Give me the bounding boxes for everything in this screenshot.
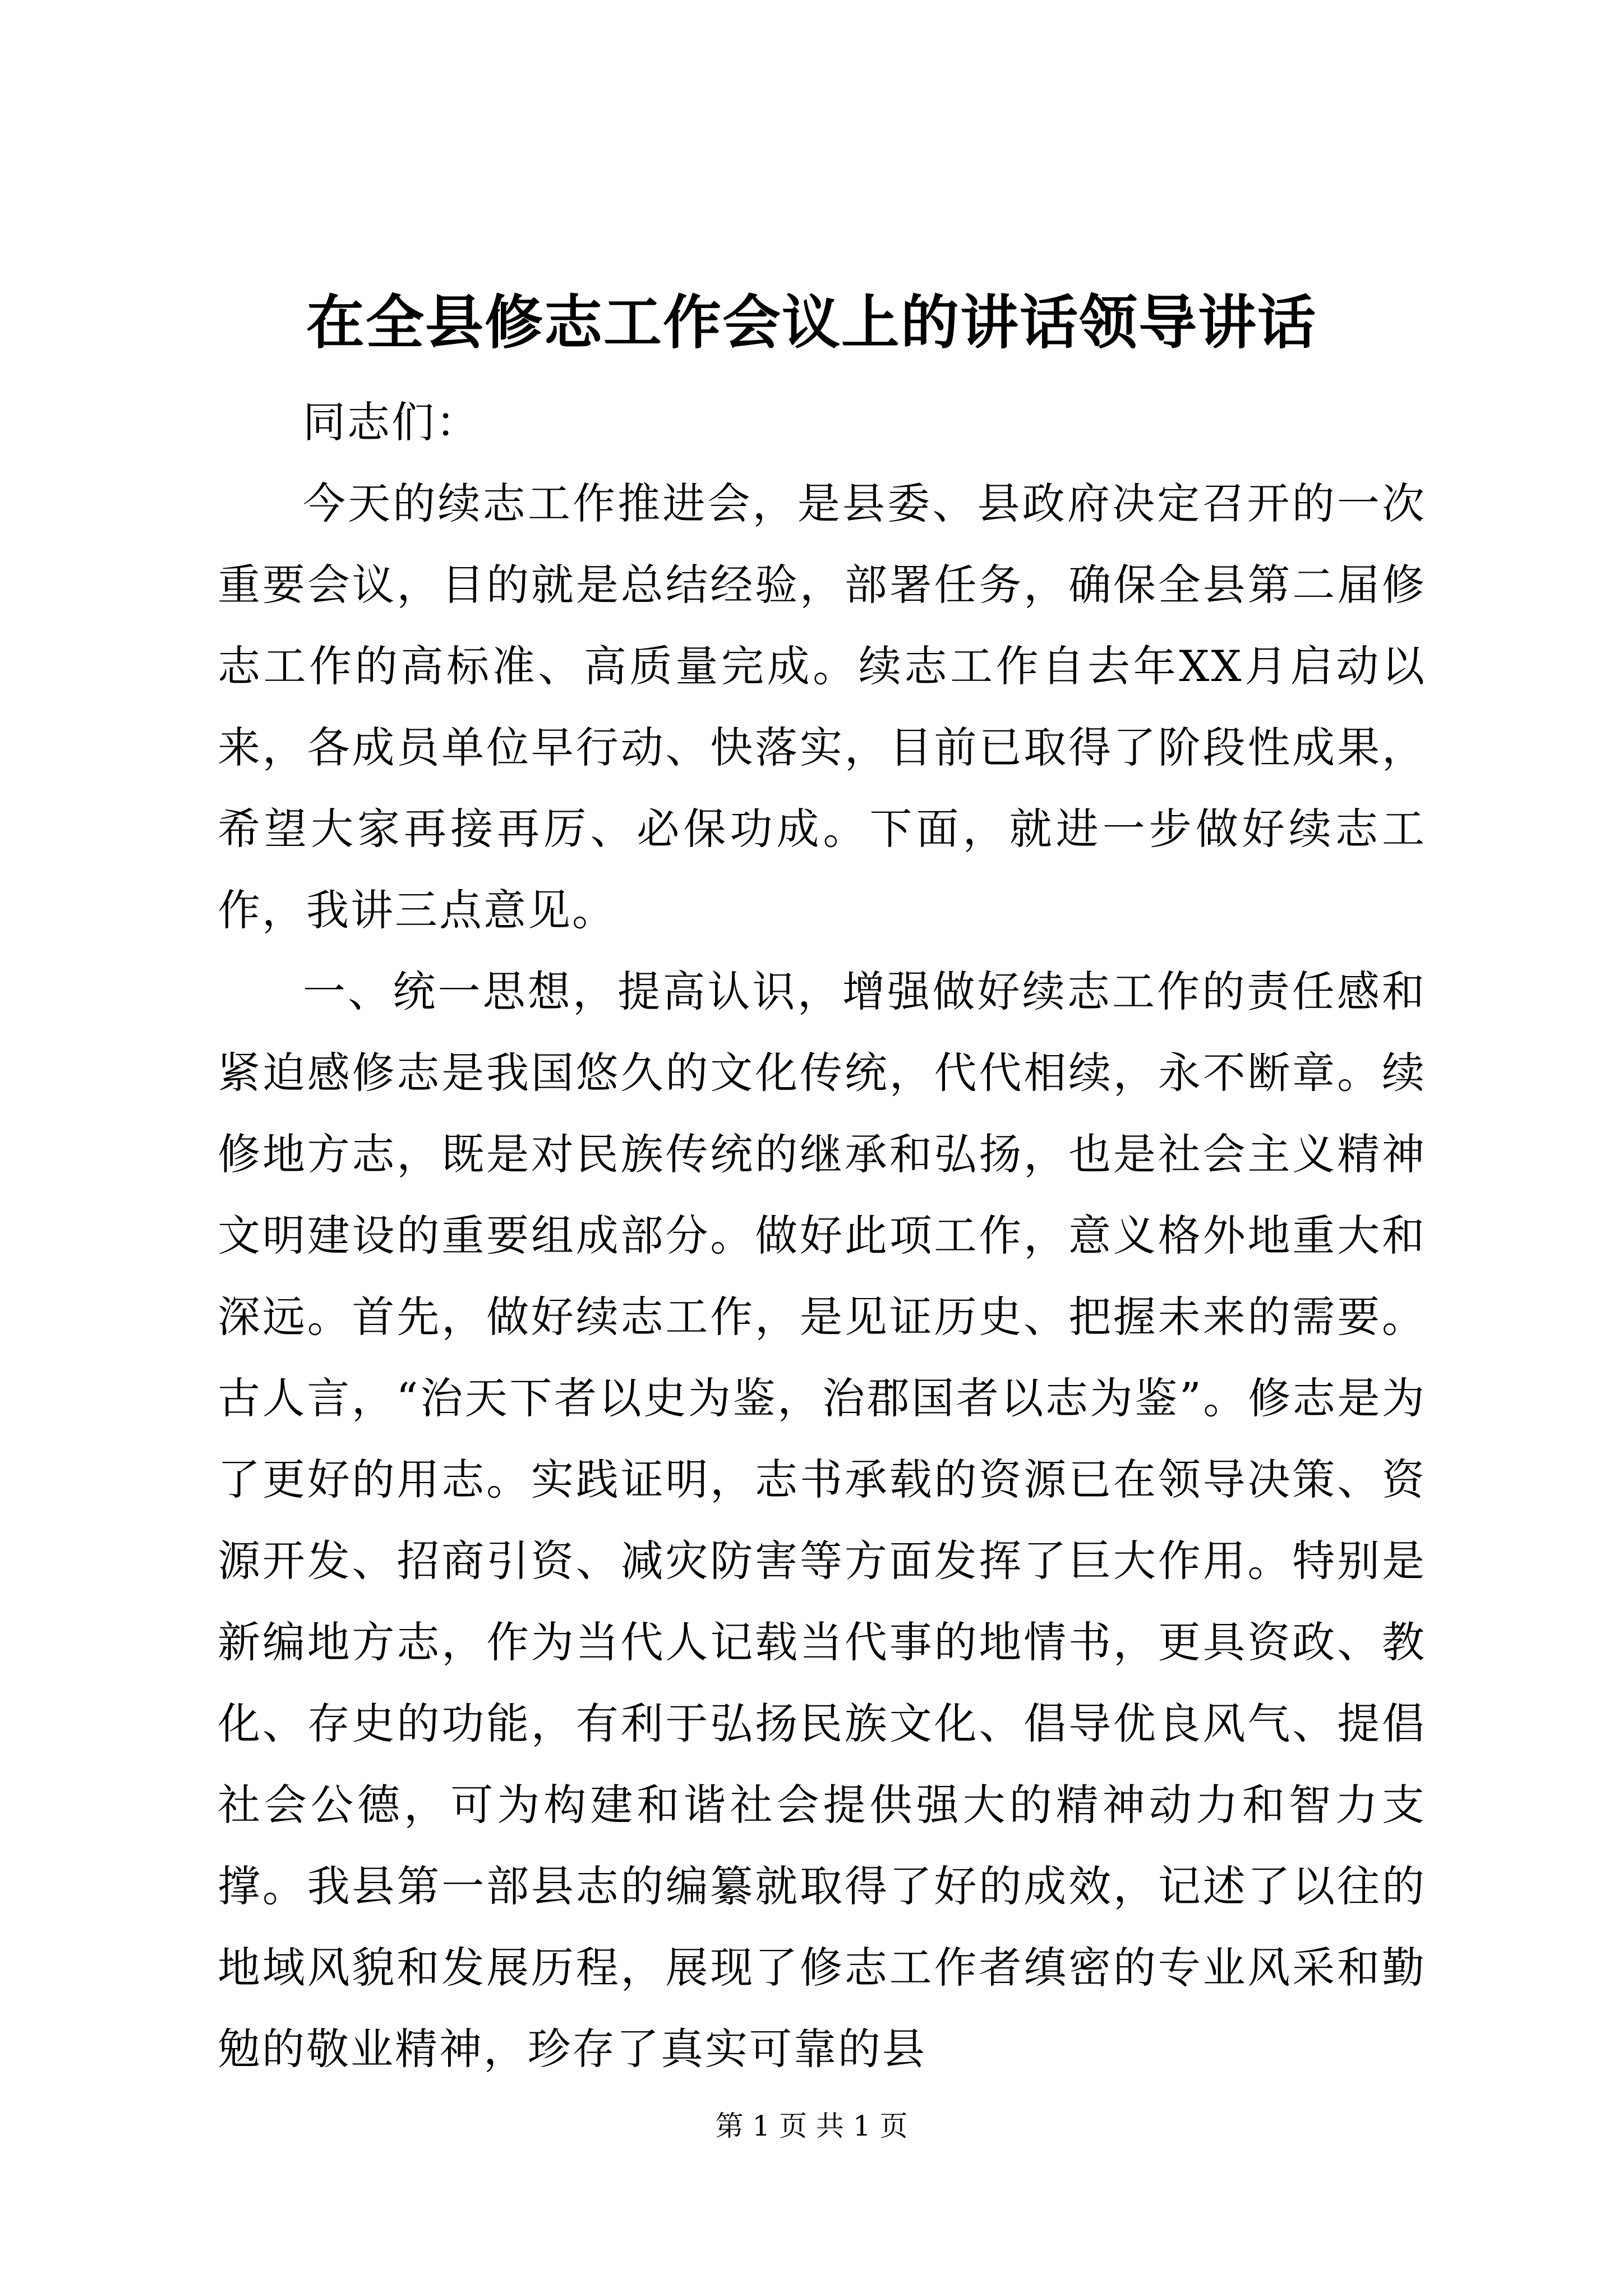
greeting-line: 同志们： <box>303 397 480 447</box>
document-body <box>218 381 1426 2090</box>
page-footer: 第 1 页 共 1 页 <box>715 2110 908 2142</box>
paragraph-section-one: 一、统一思想，提高认识，增强做好续志工作的责任感和紧迫感修志是我国悠久的文化传统，代代相续，永不断章。续修地方志，既是对民族传统的继承和弘扬，也是社会主义精神文明建设的重要组成部分。做好此项工作，意义格外地重大和深远。首先，做好续志工作，是见证历史、把握未来的需要。古人言，“治天下者以史为鉴，治郡国者以志为鉴”。修志是为了更好的用志。实践证明，志书承载的资源已在领导决策、资源开发、招商引资、减灾防害等方面发挥了巨大作用。特别是新编地方志，作为当代人记载当代事的地情书，更具资政、教化、存史的功能，有利于弘扬民族文化、倡导优良风气、提倡社会公德，可为构建和谐社会提供强大的精神动力和智力支撑。我县第一部县志的编纂就取得了好的成效，记述了以往的地域风貌和发展历程，展现了修志工作者缜密的专业风采和勤勉的敬业精神，珍存了真实可靠的县 <box>218 967 1426 2074</box>
paragraph-intro: 今天的续志工作推进会，是县委、县政府决定召开的一次重要会议，目的就是总结经验，部署任务，确保全县第二届修志工作的高标准、高质量完成。续志工作自去年XX月启动以来，各成员单位早行动、快落实，目前已取得了阶段性成果，希望大家再接再厉、必保功成。下面，就进一步做好续志工作，我讲三点意见。 <box>218 478 1426 935</box>
document-title: 在全县修志工作会议上的讲话领导讲话 <box>306 288 1317 357</box>
